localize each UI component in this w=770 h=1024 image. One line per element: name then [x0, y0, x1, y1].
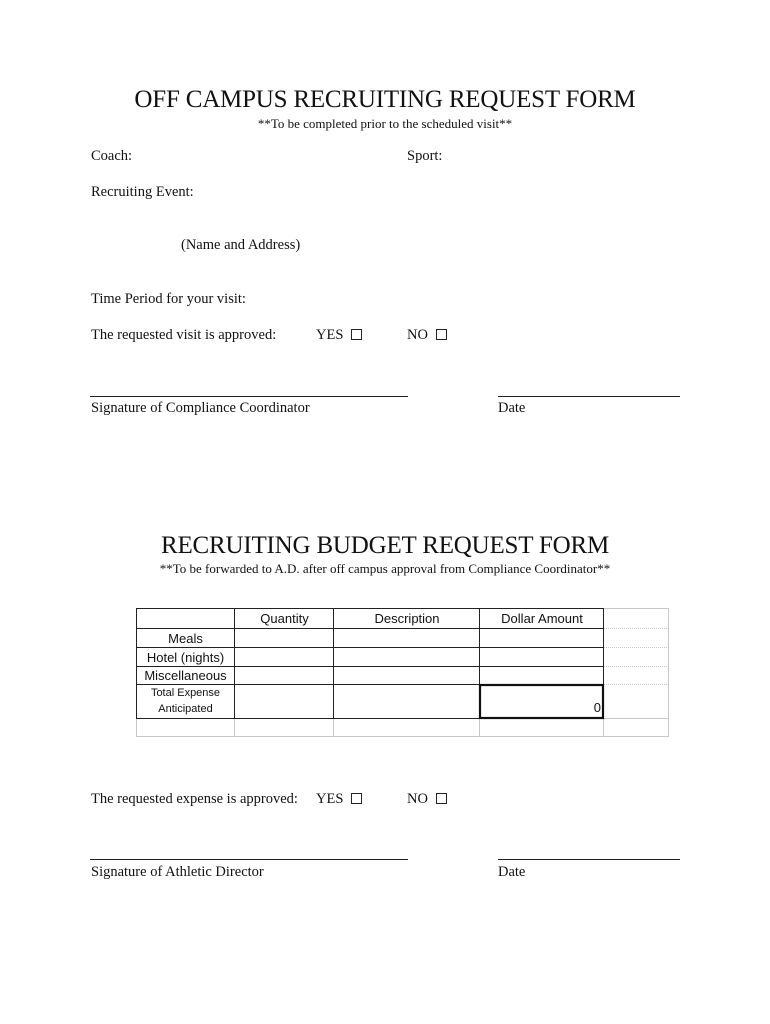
misc-quantity-cell[interactable] [235, 667, 333, 684]
row-label-hotel: Hotel (nights) [146, 650, 225, 665]
visit-yes-option[interactable] [316, 327, 362, 344]
expense-yes-checkbox[interactable] [351, 793, 362, 804]
compliance-signature-label: Signature of Compliance Coordinator [91, 400, 310, 416]
misc-description-cell[interactable] [334, 667, 479, 684]
expense-no-option[interactable] [407, 791, 447, 808]
visit-yes-checkbox[interactable] [351, 329, 362, 340]
misc-amount-cell[interactable] [480, 667, 603, 684]
visit-yes-label: YES [316, 327, 344, 343]
name-address-hint: (Name and Address) [181, 237, 301, 253]
meals-description-cell[interactable] [334, 629, 479, 647]
expense-approved-question: The requested expense is approved: [91, 791, 298, 807]
row-label-total-line2: Anticipated [158, 703, 213, 715]
expense-no-checkbox[interactable] [436, 793, 447, 804]
visit-no-checkbox[interactable] [436, 329, 447, 340]
column-header-description: Description [374, 611, 440, 626]
meals-quantity-cell[interactable] [235, 629, 333, 647]
director-date-line[interactable] [498, 859, 680, 860]
time-period-label: Time Period for your visit: [91, 291, 246, 307]
expense-no-label: NO [407, 791, 428, 807]
hotel-description-cell[interactable] [334, 648, 479, 666]
hotel-quantity-cell[interactable] [235, 648, 333, 666]
coach-label: Coach: [91, 148, 133, 164]
row-label-total-line1: Total Expense [150, 687, 221, 699]
sport-label: Sport: [407, 148, 443, 164]
recruiting-request-subtitle: **To be completed prior to the scheduled visit** [257, 116, 513, 131]
recruiting-request-title: OFF CAMPUS RECRUITING REQUEST FORM [134, 86, 636, 113]
expense-yes-option[interactable] [316, 791, 362, 808]
row-label-miscellaneous: Miscellaneous [144, 668, 227, 683]
budget-request-subtitle: **To be forwarded to A.D. after off campus approval from Compliance Coordinator** [159, 561, 611, 576]
meals-amount-cell[interactable] [480, 629, 603, 647]
director-signature-label: Signature of Athletic Director [91, 864, 264, 880]
expense-yes-label: YES [316, 791, 344, 807]
visit-no-label: NO [407, 327, 428, 343]
compliance-signature-line[interactable] [90, 396, 408, 397]
director-signature-line[interactable] [90, 859, 408, 860]
budget-request-title: RECRUITING BUDGET REQUEST FORM [161, 532, 609, 559]
row-label-meals: Meals [168, 631, 203, 646]
recruiting-event-label: Recruiting Event: [91, 184, 194, 200]
column-header-dollar-amount: Dollar Amount [501, 611, 583, 626]
column-header-quantity: Quantity [260, 611, 309, 626]
compliance-date-line[interactable] [498, 396, 680, 397]
compliance-date-label: Date [498, 400, 526, 416]
visit-approved-question: The requested visit is approved: [91, 327, 277, 343]
visit-no-option[interactable] [407, 327, 447, 344]
director-date-label: Date [498, 864, 526, 880]
total-expense-value: 0 [593, 700, 601, 715]
hotel-amount-cell[interactable] [480, 648, 603, 666]
